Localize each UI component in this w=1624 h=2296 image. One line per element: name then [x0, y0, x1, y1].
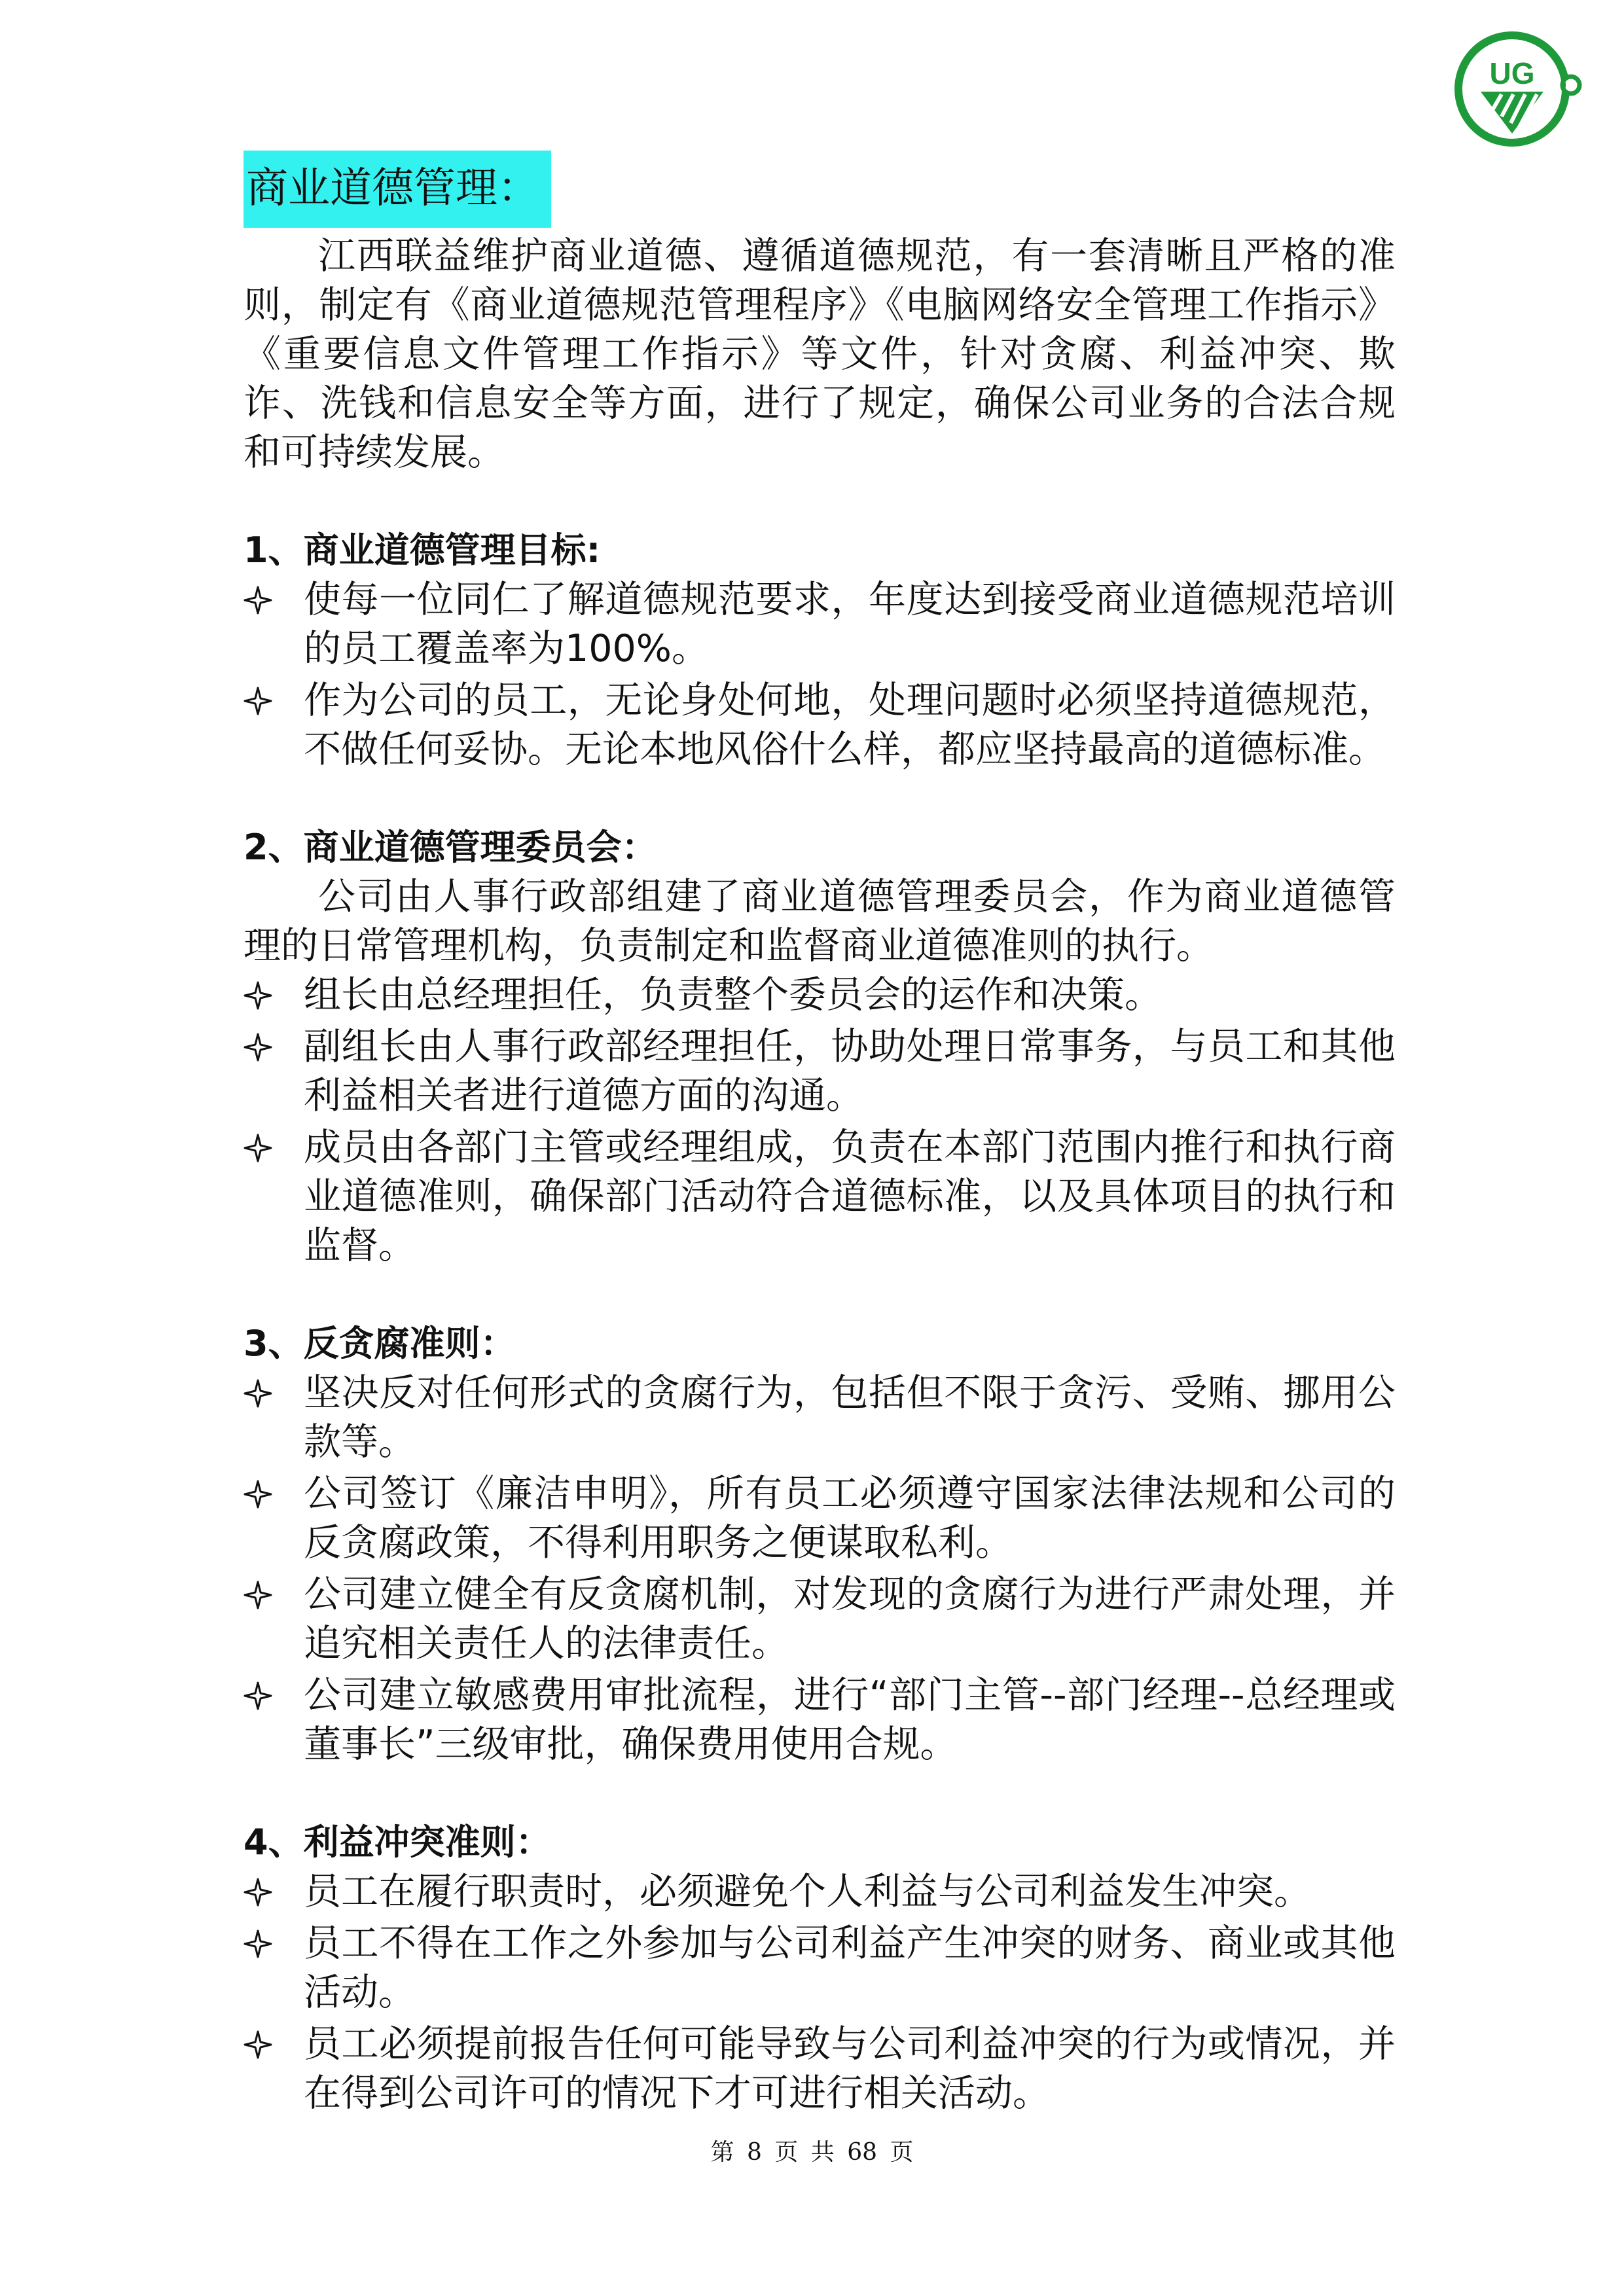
list-item-text: 坚决反对任何形式的贪腐行为，包括但不限于贪污、受贿、挪用公款等。: [304, 1371, 1396, 1463]
section-ethics-goals: [244, 526, 1396, 774]
four-point-star-icon: [244, 1480, 272, 1509]
list-item: [244, 1919, 1396, 2017]
four-point-star-icon: [244, 1929, 272, 1958]
intro-paragraph: 江西联益维护商业道德、遵循道德规范，有一套清晰且严格的准则，制定有《商业道德规范管理程序》《电脑网络安全管理工作指示》《重要信息文件管理工作指示》等文件，针对贪腐、利益冲突、欺诈、洗钱和信息安全等方面，进行了规定，确保公司业务的合法合规和可持续发展。: [244, 234, 1396, 474]
list-item-text: 公司建立敏感费用审批流程，进行“部门主管--部门经理--总经理或董事长”三级审批，确保费用使用合规。: [304, 1674, 1396, 1766]
four-point-star-icon: [244, 1379, 272, 1408]
document-content: [244, 151, 1396, 2118]
list-item: [244, 676, 1396, 774]
list-item: [244, 971, 1396, 1020]
list-item-text: 员工在履行职责时，必须避免个人利益与公司利益发生冲突。: [304, 1870, 1311, 1913]
section-heading: 2、商业道德管理委员会：: [244, 827, 657, 868]
list-item-text: 公司签订《廉洁申明》，所有员工必须遵守国家法律法规和公司的反贪腐政策，不得利用职务之便谋取私利。: [304, 1472, 1396, 1564]
list-item: [244, 2020, 1396, 2118]
section-paragraph: 公司由人事行政部组建了商业道德管理委员会，作为商业道德管理的日常管理机构，负责制定和监督商业道德准则的执行。: [244, 875, 1396, 967]
section-anti-corruption: [244, 1319, 1396, 1769]
four-point-star-icon: [244, 586, 272, 615]
list-item-text: 作为公司的员工，无论身处何地，处理问题时必须坚持道德规范，不做任何妥协。无论本地风俗什么样，都应坚持最高的道德标准。: [304, 679, 1396, 771]
section-heading: 3、反贪腐准则：: [244, 1323, 516, 1364]
list-item-text: 副组长由人事行政部经理担任，协助处理日常事务，与员工和其他利益相关者进行道德方面的沟通。: [304, 1025, 1396, 1117]
section-ethics-committee: [244, 823, 1396, 1270]
list-item-text: 员工不得在工作之外参加与公司利益产生冲突的财务、商业或其他活动。: [304, 1922, 1396, 2014]
list-item: [244, 1369, 1396, 1467]
section-heading: 4、利益冲突准则：: [244, 1821, 551, 1863]
list-item-text: 组长由总经理担任，负责整个委员会的运作和决策。: [304, 973, 1162, 1016]
page-title: 商业道德管理：: [244, 151, 551, 228]
four-point-star-icon: [244, 1134, 272, 1162]
page-footer: 第 8 页 共 68 页: [710, 2139, 914, 2166]
four-point-star-icon: [244, 1681, 272, 1710]
four-point-star-icon: [244, 1033, 272, 1062]
four-point-star-icon: [244, 981, 272, 1010]
section-conflict-of-interest: [244, 1818, 1396, 2118]
bullet-list: [244, 1369, 1396, 1769]
four-point-star-icon: [244, 1581, 272, 1609]
list-item-text: 员工必须提前报告任何可能导致与公司利益冲突的行为或情况，并在得到公司许可的情况下才可进行相关活动。: [304, 2022, 1396, 2115]
logo-text: UG: [1489, 56, 1535, 90]
list-item: [244, 1022, 1396, 1121]
four-point-star-icon: [244, 687, 272, 715]
list-item-text: 使每一位同仁了解道德规范要求，年度达到接受商业道德规范培训的员工覆盖率为100%。: [304, 578, 1396, 670]
list-item: [244, 1671, 1396, 1769]
title-block: [244, 151, 1396, 228]
four-point-star-icon: [244, 2030, 272, 2059]
list-item-text: 成员由各部门主管或经理组成，负责在本部门范围内推行和执行商业道德准则，确保部门活动符合道德标准，以及具体项目的执行和监督。: [304, 1126, 1396, 1267]
company-logo: [1447, 24, 1597, 154]
list-item: [244, 575, 1396, 673]
list-item-text: 公司建立健全有反贪腐机制，对发现的贪腐行为进行严肃处理，并追究相关责任人的法律责任。: [304, 1573, 1396, 1665]
bullet-list: [244, 575, 1396, 774]
bullet-list: [244, 1867, 1396, 2118]
section-heading: 1、商业道德管理目标:: [244, 529, 601, 571]
list-item: [244, 1123, 1396, 1270]
list-item: [244, 1867, 1396, 1916]
list-item: [244, 1469, 1396, 1568]
four-point-star-icon: [244, 1878, 272, 1907]
list-item: [244, 1570, 1396, 1668]
bullet-list: [244, 971, 1396, 1270]
